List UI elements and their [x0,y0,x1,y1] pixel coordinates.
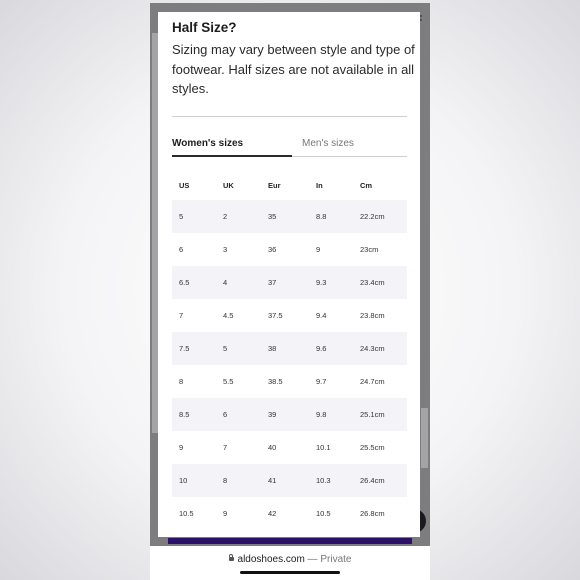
modal-description: Sizing may vary between style and type of footwear. Half sizes are not available in all styles. [172,42,415,96]
url-separator: — [304,554,321,565]
cell-uk: 6 [223,398,268,431]
cell-cm: 22.2cm [360,200,407,233]
cell-in: 10.1 [316,443,331,452]
size-table [172,170,407,530]
active-tab-indicator [172,155,292,157]
table-header-row [172,170,407,200]
cell-eur: 37 [268,266,316,299]
home-indicator[interactable] [240,571,340,574]
cell-eur: 40 [268,443,277,452]
cell-cm: 24.7cm [360,377,385,386]
cell-in: 9.6 [316,332,360,365]
cell-cm: 26.4cm [360,464,407,497]
table-row [172,464,407,497]
cell-eur: 37.5 [268,311,283,320]
cell-us: 5 [172,200,223,233]
cell-us: 7 [179,311,184,320]
cell-in: 8.8 [316,200,360,233]
cell-eur: 36 [268,245,277,254]
modal-title: Half Size? [172,20,237,35]
background-card-right [421,408,428,468]
cell-eur: 42 [268,509,277,518]
cell-uk: 9 [223,509,228,518]
browser-address-bar[interactable] [150,546,430,580]
cell-cm: 23cm [360,245,379,254]
divider [172,116,407,117]
cell-uk: 5.5 [223,377,234,386]
cell-eur: 38.5 [268,377,283,386]
table-row [172,266,407,299]
cell-cm: 23.4cm [360,266,407,299]
cell-in: 9.8 [316,398,360,431]
column-header-us: US [179,180,190,190]
cell-in: 9.3 [316,266,360,299]
cell-in: 10.3 [316,464,360,497]
table-row [172,398,407,431]
table-row [172,233,407,266]
cell-us: 10 [172,464,223,497]
column-header-in: In [316,180,323,190]
column-header-cm: Cm [360,180,373,190]
private-label: Private [320,554,352,565]
phone-screen [150,3,430,580]
cell-in: 9 [316,245,321,254]
cell-cm: 24.3cm [360,332,407,365]
cell-us: 10.5 [179,509,194,518]
lock-icon [229,557,234,561]
table-row [172,497,407,530]
cell-uk: 4.5 [223,311,234,320]
url-domain: aldoshoes.com [237,554,305,565]
column-header-uk: UK [223,180,234,190]
cell-eur: 39 [268,398,316,431]
cell-uk: 4 [223,266,268,299]
tab-mens-sizes[interactable]: Men's sizes [302,138,354,149]
cell-uk: 2 [223,200,268,233]
cell-uk: 7 [223,443,228,452]
column-header-eur: Eur [268,180,281,190]
cell-in: 9.4 [316,311,327,320]
cell-uk: 3 [223,245,228,254]
cell-eur: 35 [268,200,316,233]
cell-us: 9 [179,443,184,452]
cell-uk: 8 [223,464,268,497]
url-display[interactable] [150,554,430,565]
table-row [172,332,407,365]
tab-womens-sizes[interactable]: Women's sizes [172,138,244,149]
cell-cm: 26.8cm [360,509,385,518]
background-purple-button [168,538,412,544]
cell-eur: 38 [268,332,316,365]
cell-us: 8 [179,377,184,386]
table-row [172,431,407,464]
more-options-icon[interactable] [420,15,422,27]
cell-us: 6 [179,245,184,254]
size-guide-modal [158,12,420,537]
cell-in: 9.7 [316,377,327,386]
table-row [172,299,407,332]
cell-cm: 23.8cm [360,311,385,320]
cell-cm: 25.1cm [360,398,407,431]
table-row [172,200,407,233]
table-row [172,365,407,398]
cell-cm: 25.5cm [360,443,385,452]
cell-us: 6.5 [172,266,223,299]
cell-in: 10.5 [316,509,331,518]
size-tabs [172,134,407,157]
cell-eur: 41 [268,464,316,497]
cell-us: 7.5 [172,332,223,365]
cell-us: 8.5 [172,398,223,431]
cell-uk: 5 [223,332,268,365]
